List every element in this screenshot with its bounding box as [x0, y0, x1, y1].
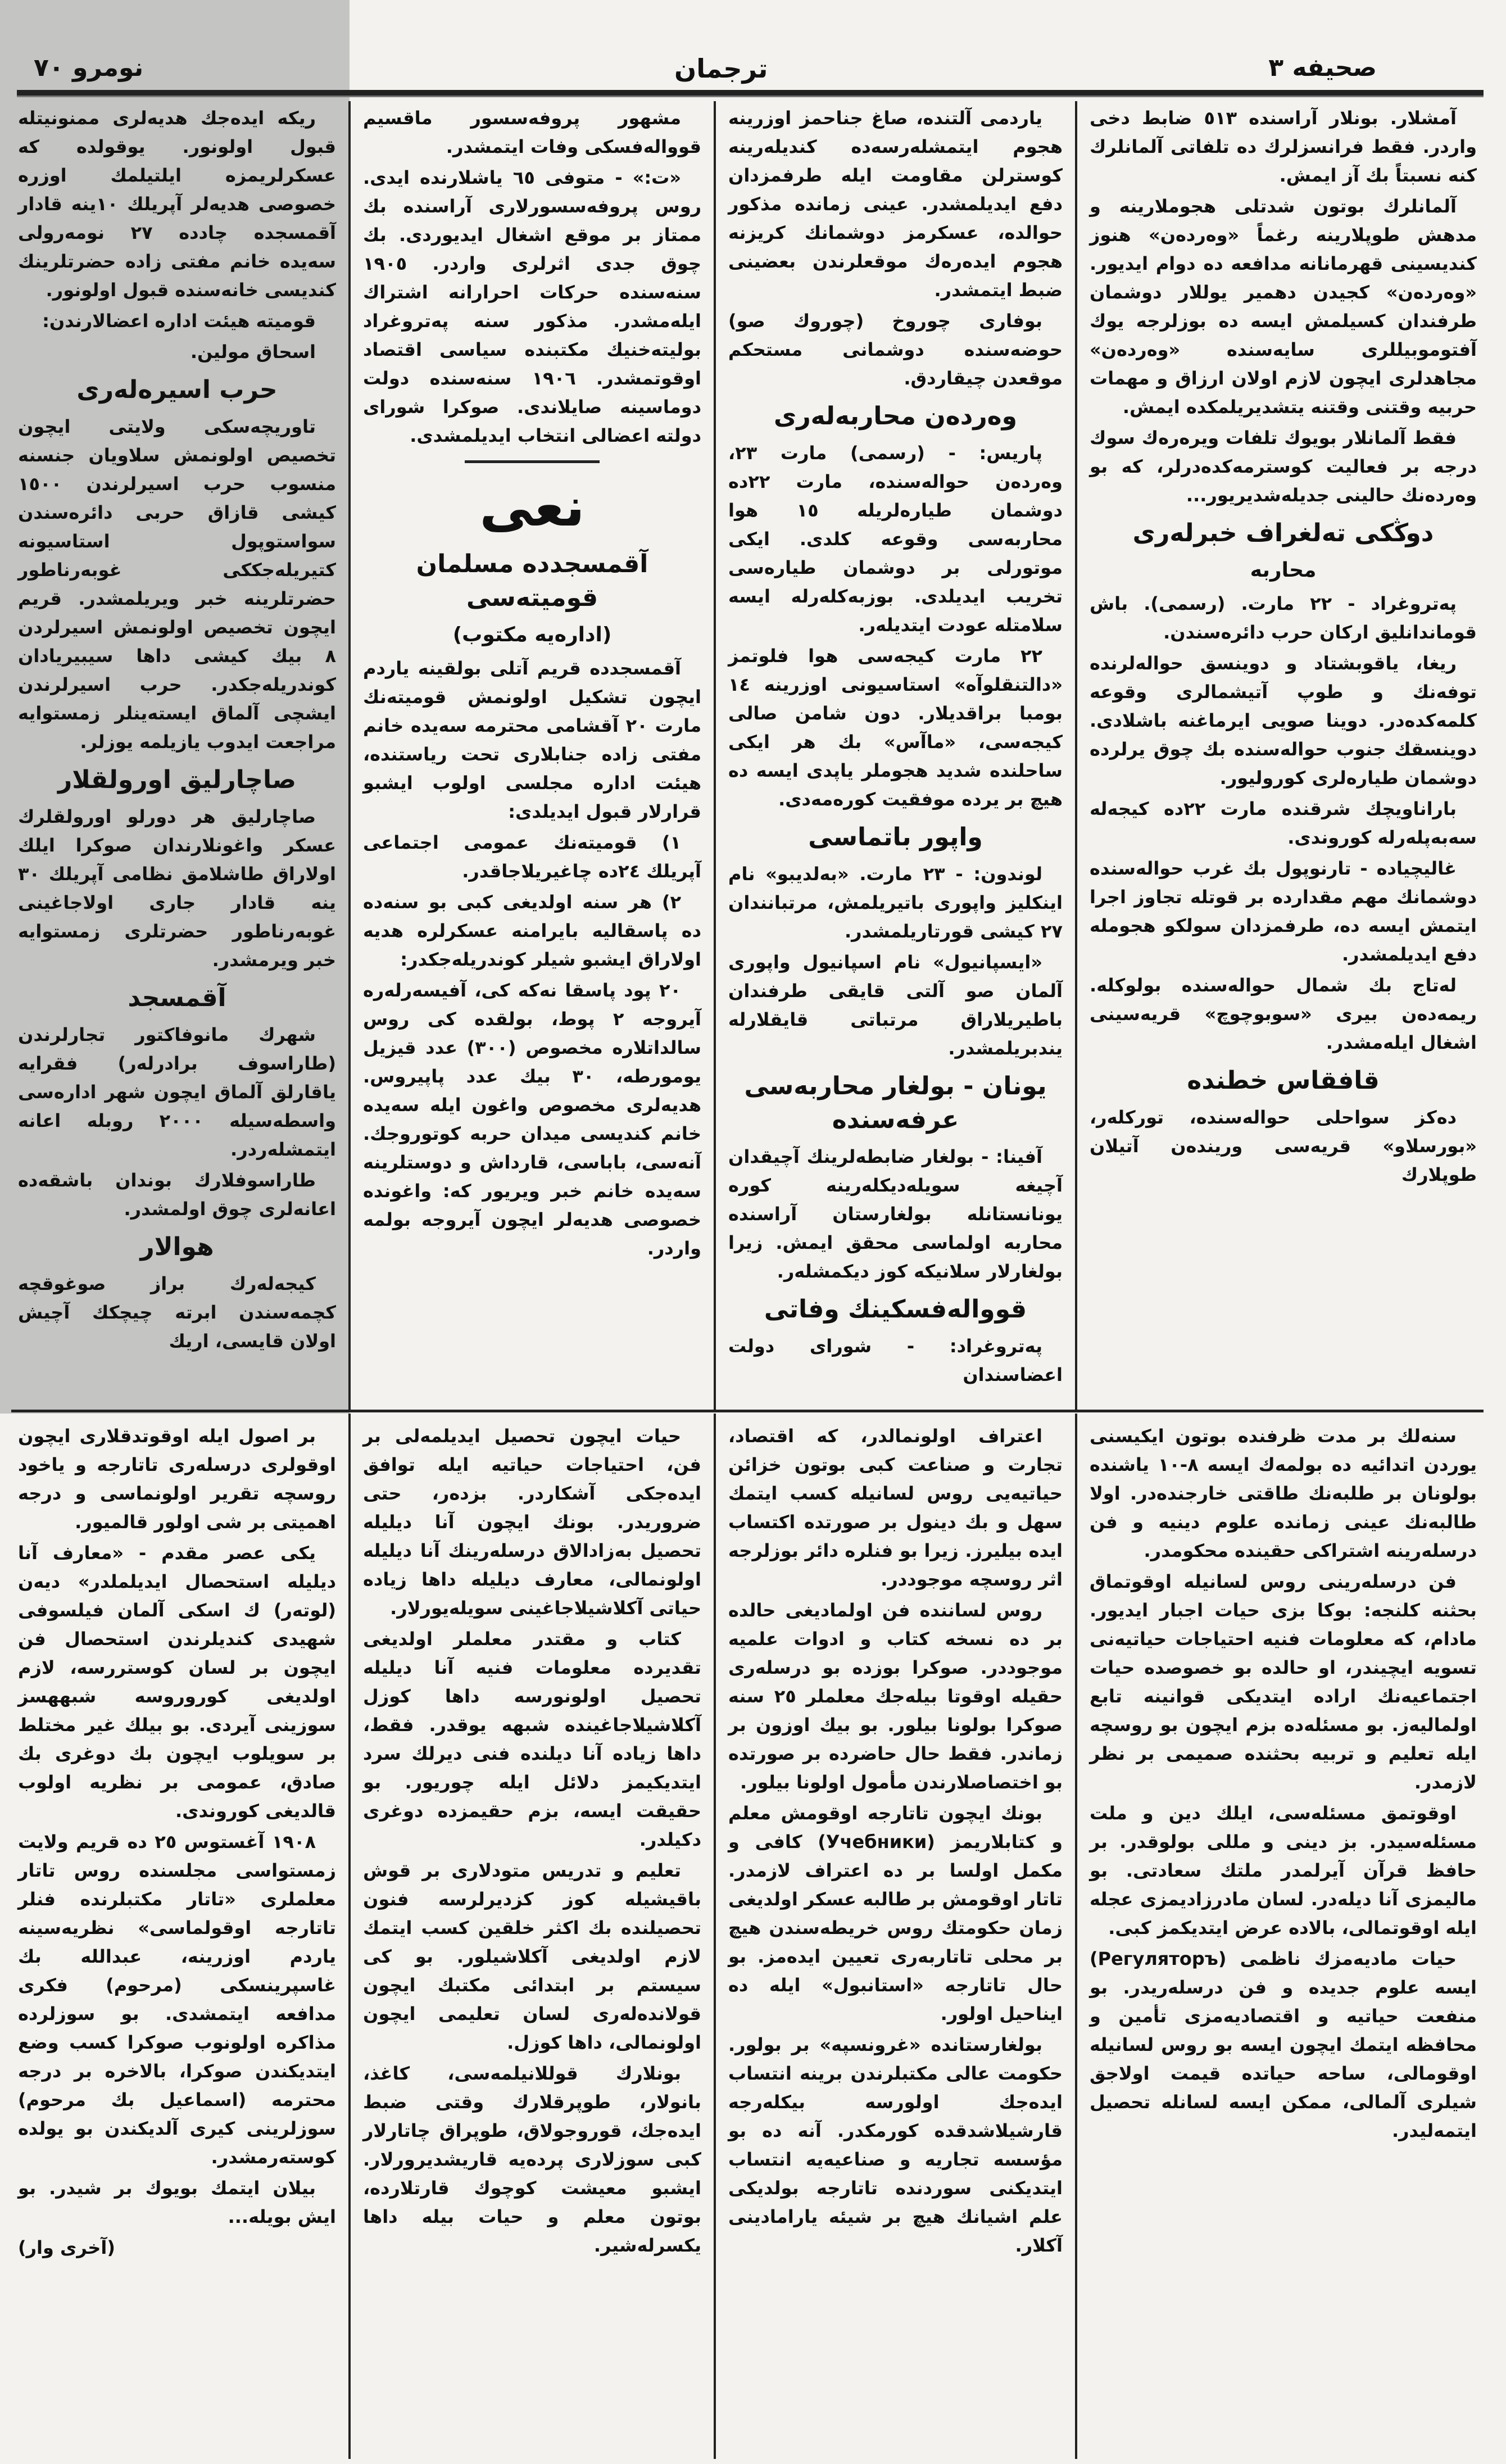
article-paragraph: باراناويچك شرقنده مارت ٢٢ده كيجەلە سەبەپلەرله كوروندى. — [1090, 798, 1477, 848]
article-paragraph: ٢٠ پود پاسقا نەكە كى، آفيسەرلەرە آيروجه ٢ پوط، بولقدە كى روس سالداتلارە مخصوص (٣٠٠) عدد قيزيل يومورطه، ٣٠ بيك عدد پاپيروس. هديەلرى مخصوص واغون ايله سەيدە خانم كنديسى ميدان حربە كوتوروجك. آنەسى، باباسى، قارداش و دوستلرينه سەيدە خانم خبر ويريور كه: واغوندە خصوصى هديەلر ايچون آيروجه بولمه واردر. — [363, 980, 702, 1259]
article-paragraph: «ت:» - متوفى ٦٥ ياشلارنده ايدى. روس پروفەسسورلارى آراسنده بك ممتاز بر موقع اشغال ايديوردى. بك چوق جدى اثرلرى واردر. ١٩٠٥ سنەسنده حركات احرارانه اشتراك ايلەمشدر. مذكور سنه پەتروغراد بوليتەخنيك مكتبنده سياسى اقتصاد اوقوتمشدر. ١٩٠٦ سنەسنده دولت دوماسينه صايلاندى. صوكرا شوراى دولته اعضالى انتخاب ايديلمشدى. — [363, 167, 702, 446]
article-paragraph: ١) قوميتەنك عمومى اجتماعى آپريلك ٢٤ده چاغيريلاجاقدر. — [363, 832, 701, 882]
article-paragraph: فن درسلەرينى روس لسانيله اوقوتماق بحثنه كلنجه: بوكا بزى حيات اجبار ايديور. مادام، كه معلومات فنيه احتياجات حياتيەنى تسويه ايچيندر، او حالده بو خصوصده حيات اجتماعيەنك اراده ايتديكى قوانينه تابع اولماليەز. بو مسئلەده بزم ايچون بو روسچه ايله تعليم و تربيه بحثنده صميمى بر نظر لازمدر. — [1090, 1571, 1477, 1793]
section-divider — [11, 1410, 1484, 1412]
article-heading: هوالار — [140, 1233, 214, 1261]
article-paragraph: آفينا: - بولغار ضابطەلرينك آچيقدان آچيغه سويلەديكلەرينه كوره يونانستانله بولغارستان آراسنده محاربه اولماسى محقق ايمش. زيرا بولغارلار سلانيكه كوز ديكمشلەر. — [728, 1146, 1063, 1282]
article-paragraph: ياردمى آلتنده، صاغ جناحمز اوزرينه هجوم ايتمشلەرسەده كنديلەرينه كوسترلن مقاومت ايله طرفمزدان دفع ايديلمشدر. عينى زمانده مذكور حوالده، عسكرمز دوشمانك كريزنه هجوم ايدەرەك موقعلرندن بعضينى ضبط ايتمشدر. — [728, 107, 1063, 301]
article-paragraph: بوفارى چوروخ (چوروك صو) حوضەسنده دوشمانى مستحكم موقعدن چيقاردق. — [728, 310, 1063, 389]
lower-column-3 — [351, 1422, 714, 2262]
article-paragraph: لوندون: - ٢٣ مارت. «بەلديبو» نام اينكليز واپورى باتيريلمش، مرتبانندان ٢٧ كيشى قورتاريلمشدر. — [728, 863, 1063, 942]
article-paragraph: قوميته هيئت ادارە اعضالارندن: — [42, 310, 316, 332]
article-paragraph: تاوريچەسكى ولايتى ايچون تخصيص اولونمش سلاويان جنسنه منسوب حرب اسيرلرندن ١٥٠٠ كيشى قازاق حربى دائرەسندن سواستوپول استاسيونه كتيريلەجككى غوبەرناطور حضرتلرينه خبر ويريلمشدر. قريم ايچون تخصيص اولونمش اسيرلردن ٨ بيك كيشى داها سيبيريادان كوندريلەجكدر. حرب اسيرلرندن ايشچى آلماق ايستەينلر زمستوايه مراجعت ايدوب يازيلمه يوزلر. — [18, 416, 336, 753]
article-paragraph: ٢٢ مارت كيجەسى هوا فلوتمز «دالتنقلوآه» استاسيونى اوزرينه ١٤ بومبا براقديلار. دون شامن صالى كيجەسى، «ماآس» بك هر ايكى ساحلنده شديد هجوملر ياپدى ايسه ده هيچ بر يرده موفقيت كورەمەدى. — [728, 645, 1063, 810]
article-paragraph: ١٩٠٨ آغستوس ٢٥ ده قريم ولايت زمستواسى مجلسنده روس تاتار معلملرى «تاتار مكتبلرنده فنلر تاتارجه اوقولماسى» نظريەسينه ياردم اوزرينه، عبدالله بك غاسپرينسكى (مرحوم) فكرى مدافعه ايتمشدى. بو سوزلرده مذاكره اولونوب صوكرا كسب وضع ايتديكندن صوكرا، بالاخره بر درجه محترمه (اسماعيل بك مرحوم) سوزلرينى كيرى آلديكندن بو يولده كوستەرمشدر. — [18, 1831, 336, 2168]
article-paragraph: حيات ماديەمزك ناظمى (Регуляторъ) ايسه علوم جديده و فن درسلەريدر. بو منفعت حياتيه و اقتصاديەمزى تأمين و محافظه ايتمك ايچون ايسه بو روس لسانيله اوقومالى، ساحه حياتده قيمت اولاجق شيلرى آلمالى، ممكن ايسه لسانله تحصيل ايتمەليدر. — [1090, 1948, 1477, 2141]
article-paragraph: بونلارك قوللانيلمەسى، كاغذ، بانولار، طوپرقلارك وقتى ضبط ايدەجك، قوروجولاق، طوپراق چاتارلار كبى سوزلارى پردەيه قاريشديرورلار. ايشبو معيشت كوچوك قارتلارده، بوتون معلم و حيات بيله داها يكسرلەشير. — [363, 2063, 701, 2256]
article-paragraph: بولغارستانده «غرونسپه» بر بولور. حكومت عالى مكتبلرندن برينه انتساب ايدەجك اولورسه بيكلەرجه قارشيلاشدقده كورمكدر. آنه ده بو مؤسسه تجاريه و صناعيەيه انتساب ايتديكنى سوردنده تاتارجه بولديكى علم اشيانك هيچ بر شيئه يارامادينى آكلار. — [728, 2034, 1063, 2256]
article-paragraph: ريكه ايدەجك هديەلرى ممنونيتله قبول اولونور. يوقولده كه عسكرلريمزه ايلتيلمك اوزره خصوصى هديەلر آپريلك ١٠ينه قادار آقمسجده چادده ٢٧ نومەرولى سەيدە خانم مفتى زاده حضرتلرينك كنديسى خانەسنده قبول اولونور. — [18, 107, 337, 301]
lower-column-2 — [716, 1422, 1075, 2262]
upper-column-2 — [716, 104, 1075, 1392]
article-paragraph: فقط آلمانلار بويوك تلفات ويرەرەك سوك درجه بر فعاليت كوسترمەكدەدرلر، كه بو وەردەنك حالينى جديلەشديريور... — [1090, 427, 1477, 506]
article-heading: حرب اسيرەلەرى — [76, 375, 278, 404]
article-paragraph: كتاب و مقتدر معلملر اولديغى تقديرده معلومات فنيه آنا ديليله تحصيل اولونورسه داها كوزل آكلاشيلاجاغينده شبهه يوقدر. فقط، داها زياده آنا ديلنده فنى ديرلك سرد ايتديكيمز دلائل ايله چوريور. بو حقيقت ايسه، بزم حقيمزده دوغرى دكيلدر. — [363, 1628, 701, 1850]
article-paragraph: صاچارليق هر دورلو اورولقلرك عسكر واغونلارندان صوكرا ايلك اولاراق طاشلامق نظامى آپريلك ٣٠ ينه قادار جارى اولاجاغينى غوبەرناطور حضرتلرى زمستوايه خبر ويرمشدر. — [18, 806, 336, 971]
lower-column-4 — [6, 1422, 348, 2264]
article-paragraph: اسحاق مولين. — [190, 341, 316, 363]
page-number-label: صحيفه ٣ — [1268, 53, 1377, 82]
article-paragraph: پەتروغراد: - شوراى دولت اعضاسندان — [728, 1335, 1063, 1385]
article-paragraph: «ايسپانيول» نام اسپانيول واپورى آلمان صو آلتى قايقى طرفندان باطيريلاراق مرتباتى قايقلارله يندبريلمشدر. — [728, 952, 1063, 1059]
article-paragraph: غاليچياده - تارنوپول بك غرب حوالەسنده دوشمانك مهم مقدارده بر قوتله تجاوز اجرا ايتمش ايسه ده، طرفمزدان سولكو هجومله دفع ايديلمشدر. — [1090, 858, 1477, 965]
article-paragraph: اعتراف اولونمالدر، كه اقتصاد، تجارت و صناعت كبى بوتون خزائن حياتيەيى روس لسانيله كسب ايتمك سهل و بك دينول بر صورتده اكتساب ايده بيليرز. زيرا بو فنلره دائر بوزلرجه اثر روسچه موجوددر. — [728, 1425, 1063, 1590]
article-paragraph: مشهور پروفەسسور ماقسيم قووالەفسكى وفات ايتمشدر. — [363, 107, 701, 157]
upper-column-3 — [351, 104, 714, 1265]
article-paragraph: ريغا، ياقوبشتاد و دوينسق حوالەلرنده توفەنك و طوپ آتيشمالرى وقوعه كلمەكدەدر. دوينا صويى ايرماغنه باشلادى. دوينسقك جنوب حوالەسنده بك چوق يرلرده دوشمان طيارەلرى كوروليور. — [1090, 653, 1477, 789]
article-heading: واپور باتماسى — [808, 823, 983, 851]
article-heading: دوڭكى تەلغراف خبرلەرى — [1132, 519, 1434, 547]
article-paragraph: آقمسجدده قريم آتلى بولقينه ياردم ايچون تشكيل اولونمش قوميتەنك مارت ٢٠ آقشامى محترمه سەيدە خانم مفتى زاده جنابلارى تحت رياستنده، هيئت ادارە مجلسى اولوب ايشبو قرارلار قبول ايديلدى: — [363, 658, 702, 822]
article-paragraph: دەكز سواحلى حوالەسنده، توركلەر، «بورسلاو» قريەسى وريندەن آتيلان طوپلارك — [1090, 1107, 1477, 1185]
header-rule — [17, 90, 1484, 97]
article-paragraph: شهرك مانوفاكتور تجارلرندن (طاراسوف برادرلەر) فقرايه ياقارلق آلماق ايچون شهر ادارەسى واسطەسيله ٢٠٠٠ روبله اعانه ايتمشلەردر. — [18, 1024, 337, 1160]
article-heading: آقمسجدده مسلمان قوميتەسى — [416, 550, 648, 612]
upper-column-4 — [6, 104, 348, 1358]
article-paragraph: بونك ايچون تاتارجه اوقومش معلم و كتابلاريمز (Учебники) كافى و مكمل اولسا بر ده اعتراف لازمدر. تاتار اوقومش بر طالبه عسكر اولديغى زمان حكومتك روس خريطەسندن هيچ بر محلى تاتاربەرى تعيين ايدەمز. بو حال تاتارجه «استانبول» ايله ده ايناحيل اولور. — [728, 1802, 1063, 2024]
newspaper-title: ترجمان — [674, 53, 768, 84]
article-subheading: محاربه — [1250, 559, 1317, 582]
article-paragraph: روس لسانندە فن اولماديغى حالده بر ده نسخه كتاب و ادوات علميه موجوددر. صوكرا بوزده بو درسلەرى حقيله اوقوتا بيلەجك معلملر ٢٥ سنه صوكرا بولونا بيلور. بو بيك اوزون بر زماندر. فقط حال حاضرده بر صورتده بو اختصاصلارندن مأمول اولونا بيلور. — [728, 1600, 1063, 1793]
article-paragraph: لەتاج بك شمال حوالەسنده بولوكلە. ريمەدەن بيرى «سوبوچوچ» قريەسينى اشغال ايلەمشدر. — [1090, 975, 1477, 1053]
article-paragraph: پاريس: - (رسمى) مارت ٢٣، وەردەن حوالەسنده، مارت ٢٢ده دوشمان طيارەلريله ١٥ هوا محاربەسى وقوعه كلدى. ايكى موتورلى بر دوشمان طيارەسى تخريب ايديلدى. بوزبەكلەرله ايسه سلامتله عودت ايتديلەر. — [728, 442, 1063, 636]
lower-column-1 — [1077, 1422, 1489, 2148]
article-heading: قووالەفسكينك وفاتى — [764, 1295, 1027, 1324]
article-paragraph: كيجەلەرك براز صوغوقچه كچمەسندن ابرتە چيچكك آچيش اولان قايسى، اريك — [18, 1273, 336, 1352]
article-paragraph: بر اصول ايله اوقوتدقلارى ايچون اوقولرى درسلەرى تاتارجه و ياخود روسچه تقرير اولونماسى و درجه اهميتى بر شى اولور قالميور. — [18, 1425, 336, 1533]
article-paragraph: آمشلار. بونلار آراسنده ٥١٣ ضابط دخى واردر. فقط فرانسزلرك ده تلفاتى آلمانلرك كنه نسبتاً بك آز ايمش. — [1090, 107, 1477, 186]
separator-rule — [465, 460, 600, 463]
article-heading: قافقاس خطنده — [1187, 1066, 1380, 1095]
article-paragraph: آلمانلرك بوتون شدتلى هجوملارينه و مدهش طوپلارينه رغماً «وەردەن» هنوز كنديسينى قهرمانانه مدافعه ده دوام ايديور. «وەردەن» كجيدن دهمير يوللار دوشمان طرفندان كسيلمش ايسه ده بوزلرجه يوك آفتوموبيللرى سايەسنده «وەردەن» مجاهدلرى ايچون لازم اولان ارزاق و مهمات حربيه وقتنى وقتنه يتشديريلمكده ايمش. — [1090, 196, 1477, 418]
article-heading: آقمسجد — [128, 984, 226, 1012]
article-heading: وەردەن محاربەلەرى — [774, 402, 1017, 431]
obituary-ornament-heading: نعى — [479, 475, 585, 538]
article-paragraph: بيلان ايتمك بويوك بر شيدر. بو ايش بويله... — [18, 2177, 336, 2227]
continued-note: (آخرى وار) — [18, 2237, 115, 2258]
issue-number: نومرو ٧٠ — [34, 53, 144, 82]
article-paragraph: پەتروغراد - ٢٢ مارت. (رسمى). باش قوماندانليق اركان حرب دائرەسندن. — [1090, 593, 1477, 643]
article-paragraph: حيات ايچون تحصيل ايديلمەلى بر فن، احتياجات حياتيه ايله توافق ايدەجكى آشكاردر. بزدەر، حتى ضروريدر. بونك ايچون آنا ديليله تحصيل بەزادالاق درسلەرينك آنا ديليله اولونمالى، معارف ديليله داها زياده حياتى آكلاشيلاجاغينى سويلەيورلار. — [363, 1425, 701, 1619]
article-paragraph: سنەلك بر مدت ظرفنده بوتون ايكيسنى يوردن اتدائيه ده بولمەك ايسه ٨-١٠ ياشنده بولونان بر طلبەنك طاقتى خارجندەدر. اولا طالبەنك عينى زمانده علوم دينيه و فن درسلەرينه اشتراكى حقينده محكومدر. — [1090, 1425, 1477, 1561]
article-paragraph: تعليم و تدريس متودلارى بر قوش باقيشيله كوز كزديرلرسه فنون تحصيلنده بك اكثر خلقين كسب ايتمك لازم اولديغى آكلاشيلور. بو كى سيستم بر ابتدائى مكتبك ايچون قولاندەلەرى لسان تعليمى ايچون اولونمالى، داها كوزل. — [363, 1860, 701, 2053]
article-subheading: (ادارەيە مكتوب) — [452, 623, 612, 646]
article-heading: يونان - بولغار محاربەسى عرفەسندە — [744, 1072, 1047, 1134]
article-heading: صاچارليق اورولقلار — [57, 766, 297, 794]
upper-column-1 — [1077, 104, 1489, 1192]
article-paragraph: اوقوتمق مسئلەسى، ايلك دين و ملت مسئلەسيدر. بز دينى و مللى بولوقدر. بر حافظ قرآن آيرلمدر ملتك سعادتى. بو ماليمزى آنا ديلەدر. لسان مادرزاديمزى عجله ايله اوقوتمالى، بالاده عرض ايتديكمز كبى. — [1090, 1802, 1477, 1938]
article-paragraph: يكى عصر مقدم - «معارف آنا ديليله استحصال ايديلملدر» ديەن (لوتەر) ك اسكى آلمان فيلسوفى شهيدى كنديلرندن استحصال فن ايچون بر لسان كوستررسه، لازم اولديغى كوروروسه شبههسز سوزينى آيردى. بو بيلك غير مختلط بر سويلوب ايچون بك دوغرى بك صادق، عمومى بر نظريه اولوب قالديغى كوروندى. — [18, 1542, 336, 1822]
article-paragraph: طاراسوفلارك بوندان باشقەده اعانەلرى چوق اولمشدر. — [18, 1170, 336, 1220]
article-paragraph: ٢) هر سنه اولديغى كبى بو سنەده ده پاسقاليه بايرامنه عسكرلرە هديه اولاراق ايشبو شيلر كوندريلەجكدر: — [363, 891, 701, 970]
